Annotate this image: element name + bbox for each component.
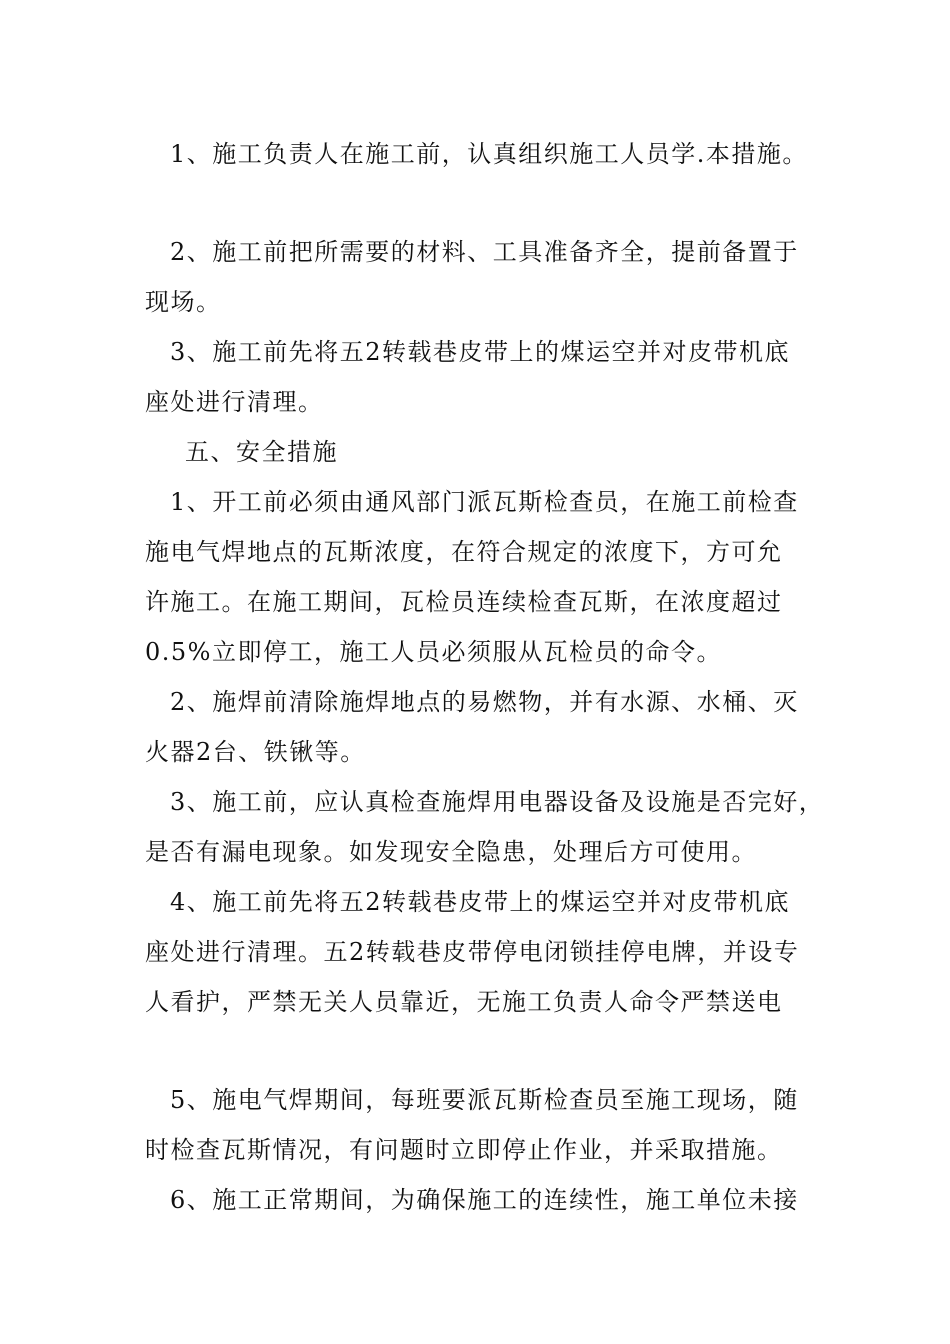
paragraph-line: 5、施电气焊期间，每班要派瓦斯检查员至施工现场，随 bbox=[170, 1086, 799, 1114]
paragraph-line: 0.5%立即停工，施工人员必须服从瓦检员的命令。 bbox=[145, 638, 722, 666]
paragraph-line: 施电气焊地点的瓦斯浓度，在符合规定的浓度下，方可允 bbox=[145, 538, 783, 566]
paragraph-line: 许施工。在施工期间，瓦检员连续检查瓦斯，在浓度超过 bbox=[145, 588, 783, 616]
paragraph-line: 现场。 bbox=[145, 288, 222, 316]
paragraph-line: 2、施焊前清除施焊地点的易燃物，并有水源、水桶、灭 bbox=[170, 688, 799, 716]
paragraph-line: 4、施工前先将五2转载巷皮带上的煤运空并对皮带机底 bbox=[170, 888, 791, 916]
paragraph-line: 3、施工前，应认真检查施焊用电器设备及设施是否完好， bbox=[170, 788, 825, 816]
section-heading: 五、安全措施 bbox=[185, 438, 338, 466]
paragraph-line: 是否有漏电现象。如发现安全隐患，处理后方可使用。 bbox=[145, 838, 757, 866]
paragraph-line: 3、施工前先将五2转载巷皮带上的煤运空并对皮带机底 bbox=[170, 338, 791, 366]
paragraph-line: 座处进行清理。 bbox=[145, 388, 324, 416]
paragraph-line: 火器2台、铁锹等。 bbox=[145, 738, 366, 766]
paragraph-line: 时检查瓦斯情况，有问题时立即停止作业，并采取措施。 bbox=[145, 1136, 783, 1164]
paragraph-line: 1、开工前必须由通风部门派瓦斯检查员，在施工前检查 bbox=[170, 488, 799, 516]
paragraph-line: 6、施工正常期间，为确保施工的连续性，施工单位未接 bbox=[170, 1186, 799, 1214]
paragraph-line: 人看护，严禁无关人员靠近，无施工负责人命令严禁送电 bbox=[145, 988, 783, 1016]
paragraph-line: 1、施工负责人在施工前，认真组织施工人员学.本措施。 bbox=[170, 140, 808, 168]
paragraph-line: 2、施工前把所需要的材料、工具准备齐全，提前备置于 bbox=[170, 238, 799, 266]
paragraph-line: 座处进行清理。五2转载巷皮带停电闭锁挂停电牌，并设专 bbox=[145, 938, 800, 966]
